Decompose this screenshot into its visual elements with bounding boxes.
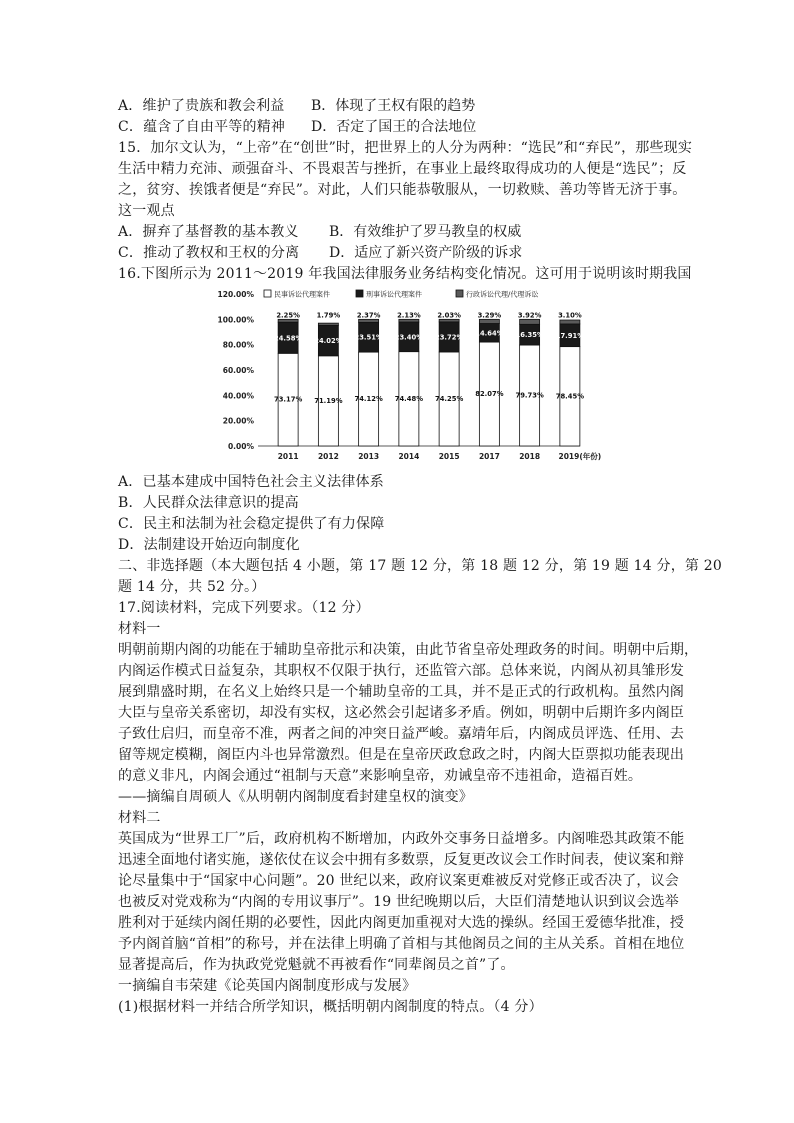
y-tick-label: 60.00% [222,366,254,375]
material2-source: 一摘编自韦荣建《论英国内阁制度形成与发展》 [118,978,417,994]
q14-option-a: A．维护了贵族和教会利益 [118,98,285,114]
q17-subquestion-1: (1)根据材料一并结合所学知识，概括明朝内阁制度的特点。（4 分） [118,999,543,1015]
material1-line: 明朝前期内阁的功能在于辅助皇帝批示和决策，由此节省皇帝处理政务的时间。明朝中后期， [118,642,699,658]
chart-x-axis [278,451,602,461]
material1-line: 的意义非凡，内阁会通过“祖制与天意”来影响皇帝，劝诫皇帝不违祖命，造福百姓。 [118,768,643,784]
data-label: 74.12% [354,395,383,404]
data-label: 2.03% [437,311,461,320]
material1-line: 内阁运作模式日益复杂，其职权不仅限于执行，还监管六部。总体来说，内阁从初具雏形发 [118,663,684,679]
y-tick-label: 40.00% [222,391,254,401]
data-label: 24.02% [314,337,343,346]
q15-option-d: D．适应了新兴资产阶级的诉求 [329,245,523,261]
x-tick-label: 2014 [398,452,420,461]
x-tick-label: 2015 [438,452,460,461]
legal-services-stacked-bar-chart [208,286,602,470]
material2-heading: 材料二 [118,810,161,826]
data-label: 74.25% [434,394,464,403]
q15-option-a: A．摒弃了基督教的基本教义 [118,224,299,240]
material2-line: 英国成为“世界工厂”后，政府机构不断增加，内政外交事务日益增多。内阁唯恐其政策不能 [118,831,685,847]
data-label: 1.79% [316,311,341,320]
legend-swatch [264,290,271,297]
material1-line: 子致仕启归，而皇帝不准，两者之间的冲突日益严峻。嘉靖年后，内阁成员评选、任用、去 [118,726,684,742]
data-label: 74.48% [394,394,424,403]
material1-line: 留等规定模糊，阁臣内斗也异常激烈。但是在皇帝厌政怠政之时，内阁大臣票拟功能表现出 [118,747,684,763]
section2-heading-cont: 题 14 分，共 52 分。） [118,579,266,595]
bar-segment [359,319,379,322]
q17-title: 17.阅读材料，完成下列要求。（12 分） [118,600,370,616]
y-tick-label: 20.00% [222,416,254,426]
data-label: 71.19% [314,396,343,405]
legend-label: 行政诉讼代理/代理诉讼 [466,290,539,299]
material1-line: 大臣与皇帝关系密切，却没有实权，这必然会引起诸多矛盾。例如，明朝中后期许多内阁臣 [118,705,684,721]
q16-stem: 16.下图所示为 2011～2019 年我国法律服务业务结构变化情况。这可用于说明该时期我国 [118,266,692,282]
x-tick-label: 2019(年份) [558,452,602,461]
q15-stem-line: 15．加尔文认为，“上帝”在“创世”时，把世界上的人分为两种：“选民”和“弃民”，那些现实 [118,140,693,156]
data-label: 16.35% [515,331,544,340]
chart-legend [264,290,538,299]
q14-option-b: B．体现了王权有限的趋势 [311,98,476,114]
data-label: 3.10% [558,311,582,320]
bar-segment [278,319,298,322]
data-label: 17.91% [555,331,585,340]
y-tick-label: 120.00% [217,290,254,299]
x-tick-label: 2017 [478,452,500,461]
chart-bars [274,311,584,446]
bar-segment [479,319,499,323]
data-label: 82.07% [475,390,504,399]
data-label: 79.73% [515,391,544,400]
q14-option-d: D．否定了国王的合法地位 [311,119,477,135]
legend-label: 民事诉讼代理案件 [274,290,330,299]
bar-segment [520,319,540,324]
material1-heading: 材料一 [118,621,161,637]
material1-source: ——摘编自周硕人《从明朝内阁制度看封建皇权的演变》 [118,789,473,805]
material2-line: 胜利对于延续内阁任期的必要性，因此内阁更加重视对大选的操纵。经国王爱德华批准，授 [118,915,684,931]
q16-option-a: A．已基本建成中国特色社会主义法律体系 [118,474,384,490]
bar-segment [399,319,419,322]
data-label: 73.17% [273,395,303,404]
legend-swatch [456,290,463,297]
data-label: 78.45% [555,392,585,401]
q15-option-b: B．有效维护了罗马教皇的权威 [329,224,522,240]
x-tick-label: 2018 [519,452,541,461]
data-label: 2.25% [276,311,300,320]
legend-label: 刑事诉讼代理案件 [366,290,422,299]
material2-line: 也被反对党戏称为“内阁的专用议事厅”。19 世纪晚期以后，大臣们清楚地认识到议会选举 [118,894,679,910]
legend-swatch [356,290,363,297]
q14-option-c: C．蕴含了自由平等的精神 [118,119,286,135]
bar-segment [318,323,338,325]
material2-line: 显著提高后，作为执政党党魁就不再被看作“同辈阁员之首”了。 [118,957,515,973]
material2-line: 予内阁首脑“首相”的称号，并在法律上明确了首相与其他阁员之间的主从关系。首相在地位 [118,936,685,952]
y-tick-label: 0.00% [227,442,254,451]
material2-line: 论尽量集中于“国家中心问题”。20 世纪以来，政府议案更难被反对党修正或否决了，议会 [118,873,679,889]
x-tick-label: 2012 [317,452,339,461]
q15-stem-line: 之，贫穷、挨饿者便是“弃民”。对此，人们只能恭敬服从，一切救赎、善功等皆无济于事。 [118,182,687,198]
data-label: 23.72% [434,333,464,342]
data-label: 2.13% [397,311,421,320]
q16-option-d: D．法制建设开始迈向制度化 [118,537,300,553]
y-tick-label: 100.00% [217,315,254,325]
q16-option-b: B．人民群众法律意识的提高 [118,495,299,511]
data-label: 3.92% [517,311,542,320]
bar-segment [439,319,459,322]
q16-option-c: C．民主和法制为社会稳定提供了有力保障 [118,516,385,532]
section2-heading: 二、非选择题（本大题包括 4 小题，第 17 题 12 分，第 18 题 12 分，第 19 题 14 分，第 20 [118,558,722,574]
bar-segment [560,320,580,324]
q15-stem-line: 这一观点 [118,203,175,219]
data-label: 3.29% [477,311,502,320]
data-label: 14.64% [475,329,504,338]
y-tick-label: 80.00% [222,340,254,350]
data-label: 23.51% [354,333,383,342]
material2-line: 迅速全面地付诸实施，遂依仗在议会中拥有多数票，反复更改议会工作时间表，使议案和辩 [118,852,684,868]
q15-option-c: C．推动了教权和王权的分离 [118,245,300,261]
data-label: 24.58% [273,334,303,343]
x-tick-label: 2011 [277,452,299,461]
q15-stem-line: 生活中精力充沛、顽强奋斗、不畏艰苦与挫折，在事业上最终取得成功的人便是“选民”；反 [118,161,687,177]
data-label: 23.40% [394,333,424,342]
material1-line: 展到鼎盛时期，在名义上始终只是一个辅助皇帝的工具，并不是正式的行政机构。虽然内阁 [118,684,684,700]
data-label: 2.37% [356,311,381,320]
x-tick-label: 2013 [358,452,380,461]
